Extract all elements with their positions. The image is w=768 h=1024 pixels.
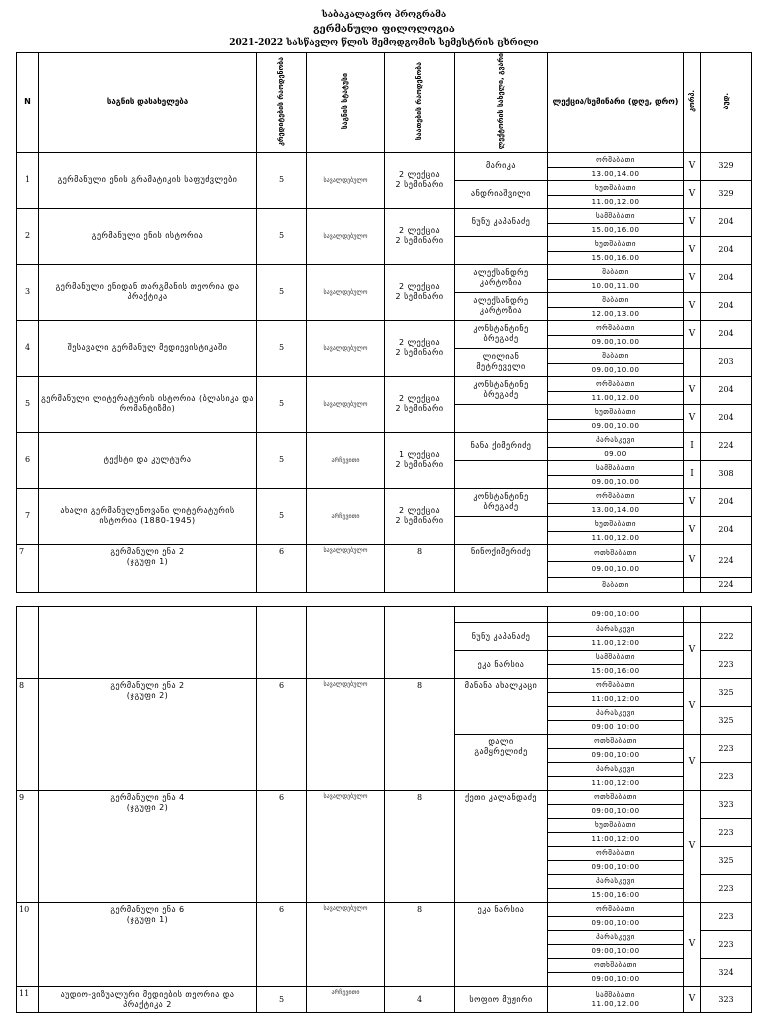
table-cell: 09:00,10:00	[548, 607, 684, 623]
table-cell: ალექსანდრე კარტოზია	[455, 292, 548, 320]
table-cell: 5	[257, 987, 307, 1013]
table-cell: 11:00,12:00	[548, 777, 684, 791]
table-cell: სავალდებულო	[307, 544, 385, 592]
table-cell: სავალდებულო	[307, 264, 385, 320]
table-cell: 6	[257, 903, 307, 987]
table-row	[17, 488, 752, 503]
table-cell	[684, 607, 701, 623]
col-schedule: ლექცია/სემინარი (დღე, დრო)	[548, 53, 684, 153]
table-cell: ეკა ნარსია	[455, 651, 548, 679]
table-cell: შაბათი	[548, 348, 684, 363]
table-cell: ნუნუ კაპანაძე	[455, 208, 548, 236]
table-cell: 11:00,12:00	[548, 693, 684, 707]
table-cell: 8	[385, 791, 455, 903]
table-cell: V	[684, 320, 701, 348]
table-cell: 2 ლექცია 2 სემინარი	[385, 152, 455, 208]
table-cell: 224	[701, 577, 752, 592]
table-cell: V	[684, 152, 701, 180]
table-cell: 223	[701, 931, 752, 959]
table-cell: 11:00,12:00	[548, 833, 684, 847]
table-cell: ორშაბათი	[548, 320, 684, 335]
table-cell: 09:00,10:00	[548, 973, 684, 987]
table-cell: პარასკევი	[548, 875, 684, 889]
table-cell: ოთხშაბათი	[548, 544, 684, 561]
table-row	[17, 903, 752, 917]
table-cell: 224	[701, 544, 752, 577]
table-cell: V	[684, 264, 701, 292]
table-cell: I	[684, 432, 701, 460]
table-cell: სავალდებულო	[307, 903, 385, 987]
table-row	[17, 208, 752, 223]
table-cell: კონსტანტინე ბრეგაძე	[455, 376, 548, 404]
table-cell: 15.00,16.00	[548, 223, 684, 236]
table-cell: V	[684, 376, 701, 404]
table-cell: გერმანული ენის გრამატიკის საფუძვლები	[39, 152, 257, 208]
table-cell: 4	[17, 320, 39, 376]
table-cell: 2 ლექცია 2 სემინარი	[385, 320, 455, 376]
table-cell: 4	[385, 987, 455, 1013]
table-cell: V	[684, 544, 701, 577]
col-korp	[684, 53, 701, 153]
table-cell: 203	[701, 348, 752, 376]
table-cell	[455, 236, 548, 264]
table-cell: 223	[701, 819, 752, 847]
table-cell: 325	[701, 679, 752, 707]
table-cell	[684, 348, 701, 376]
table-cell: პარასკევი	[548, 432, 684, 447]
table-cell: შაბათი	[548, 264, 684, 279]
table-cell: 13.00,14.00	[548, 167, 684, 180]
table-cell: 5	[257, 432, 307, 488]
table-cell: ნინოქიმერიძე	[455, 544, 548, 592]
table-cell: 204	[701, 516, 752, 544]
table-cell: V	[684, 679, 701, 735]
table-cell: სავალდებულო	[307, 791, 385, 903]
table-cell: 325	[701, 847, 752, 875]
table-cell: ლექტორის სახელი, გვარი	[496, 53, 505, 150]
table-cell: 5	[257, 488, 307, 544]
table-cell: სოფიო მუჟირი	[455, 987, 548, 1013]
table-cell: ქეთი კალანდაძე	[455, 791, 548, 903]
table-cell: 204	[701, 488, 752, 516]
table-cell: V	[684, 292, 701, 320]
table-cell: 6	[257, 679, 307, 791]
table-cell	[307, 607, 385, 679]
table-cell: პარასკევი	[548, 623, 684, 637]
table-row	[17, 152, 752, 167]
table-cell	[39, 607, 257, 679]
table-cell: V	[684, 208, 701, 236]
table-cell: კორპ.	[687, 90, 696, 113]
table-cell: 2 ლექცია 2 სემინარი	[385, 488, 455, 544]
table-cell: ორშაბათი	[548, 903, 684, 917]
table-cell: 6	[17, 432, 39, 488]
col-lecturer	[455, 53, 548, 153]
table-cell: საათების რაოდენობა	[415, 61, 424, 141]
table-cell: V	[684, 516, 701, 544]
program-type: საბაკალავრო პროგრამა	[321, 10, 447, 20]
table-cell: ორშაბათი	[548, 152, 684, 167]
table-cell: კონსტანტინე ბრეგაძე	[455, 320, 548, 348]
table-cell: ტექსტი და კულტურა	[39, 432, 257, 488]
table-cell: გერმანული ენა 6 (ჯგუფი 1)	[39, 903, 257, 987]
table-cell: 09.00,10.00	[548, 363, 684, 376]
table-cell: ხუთშაბათი	[548, 236, 684, 251]
table-cell: 13.00,14.00	[548, 503, 684, 516]
table-cell: მანანა ახალკაცი	[455, 679, 548, 735]
table-cell: 323	[701, 987, 752, 1013]
col-status	[307, 53, 385, 153]
table-cell: გერმანული ენა 2 (ჯგუფი 2)	[39, 679, 257, 791]
table-cell: 8	[17, 679, 39, 791]
table-cell: სამშაბათი	[548, 460, 684, 475]
table-cell: გერმანული ენა 2 (ჯგუფი 1)	[39, 544, 257, 592]
table-cell: 09:00,10:00	[548, 749, 684, 763]
table-cell: კრედიტების რაოდენობა	[277, 56, 286, 146]
table-cell: 5	[257, 208, 307, 264]
table-cell: V	[684, 791, 701, 903]
table-cell: 15:00,16:00	[548, 889, 684, 903]
table-row	[17, 432, 752, 447]
table-cell: არჩევითი	[307, 432, 385, 488]
table-cell	[17, 607, 39, 679]
table-cell: ხუთშაბათი	[548, 516, 684, 531]
table-cell: არჩევითი	[307, 987, 385, 1013]
table-cell: 2 ლექცია 2 სემინარი	[385, 208, 455, 264]
table-cell: 324	[701, 959, 752, 987]
table-cell: სამშაბათი	[548, 651, 684, 665]
table-cell: გერმანული ენიდან თარგმანის თეორია და პრაქტიკა	[39, 264, 257, 320]
table-cell: 223	[701, 735, 752, 763]
table-cell: 223	[701, 763, 752, 791]
table-cell: 8	[385, 544, 455, 592]
table-cell: 11.00,12.00	[548, 531, 684, 544]
table-cell: 11.00,12.00	[548, 391, 684, 404]
col-n: N	[17, 53, 39, 153]
table-cell: 329	[701, 152, 752, 180]
table-cell: 2 ლექცია 2 სემინარი	[385, 376, 455, 432]
table-cell: 8	[385, 679, 455, 791]
table-cell: V	[684, 903, 701, 987]
table-cell: გერმანული ენის ისტორია	[39, 208, 257, 264]
table-cell: 1	[17, 152, 39, 208]
schedule-table-page2	[16, 606, 752, 1013]
table-cell: ნუნუ კაპანაძე	[455, 623, 548, 651]
table-cell: 329	[701, 180, 752, 208]
table-cell: 09.00	[548, 447, 684, 460]
table-cell: 224	[701, 432, 752, 460]
table-cell: შესავალი გერმანულ მედიევისტიკაში	[39, 320, 257, 376]
table-cell: აუდიო-ვიზუალური მედიების თეორია და პრაქტიკა 2	[39, 987, 257, 1013]
table-cell: 5	[17, 376, 39, 432]
table-cell: სავალდებულო	[307, 679, 385, 791]
table-cell: V	[684, 404, 701, 432]
table-cell: 09:00,10:00	[548, 917, 684, 931]
table-cell: არჩევითი	[307, 488, 385, 544]
table-cell: 2	[17, 208, 39, 264]
table-cell: 09.00,10.00	[548, 475, 684, 488]
table-cell: 204	[701, 320, 752, 348]
table-cell	[455, 516, 548, 544]
table-cell	[455, 607, 548, 623]
table-cell: საგნის სტატუსი	[341, 72, 350, 130]
table-cell: ახალი გერმანულენოვანი ლიტერატურის ისტორია (1880-1945)	[39, 488, 257, 544]
table-cell: V	[684, 236, 701, 264]
schedule-table-page1	[16, 52, 752, 593]
table-cell: ორშაბათი	[548, 376, 684, 391]
table-cell: 09.00,10.00	[548, 335, 684, 348]
table-cell: 11.00,12.00	[548, 195, 684, 208]
table-row	[17, 791, 752, 805]
table-cell: პარასკევი	[548, 931, 684, 945]
table-cell: 204	[701, 376, 752, 404]
table-cell: ეკა ნარსია	[455, 903, 548, 987]
table-cell: სავალდებულო	[307, 376, 385, 432]
table-cell: V	[684, 623, 701, 679]
table-cell: პარასკევი	[548, 707, 684, 721]
table-cell: 6	[257, 791, 307, 903]
table-cell: 222	[701, 623, 752, 651]
table-cell: 223	[701, 651, 752, 679]
table-cell: ხუთშაბათი	[548, 819, 684, 833]
table-cell: სავალდებულო	[307, 320, 385, 376]
table-row	[17, 544, 752, 561]
table-cell: 223	[701, 875, 752, 903]
table-cell: I	[684, 460, 701, 488]
table-row	[17, 679, 752, 693]
schedule-title: 2021-2022 სასწავლო წლის შემოდგომის სემესტრის ცხრილი	[229, 38, 539, 48]
table-cell: 15.00,16.00	[548, 251, 684, 264]
table-cell: 09.00,10.00	[548, 561, 684, 577]
table-cell: V	[684, 488, 701, 516]
table-cell: ალექსანდრე კარტოზია	[455, 264, 548, 292]
table-cell: 09:00,10:00	[548, 861, 684, 875]
table-cell: სამშაბათი	[548, 208, 684, 223]
table-cell: ორშაბათი	[548, 679, 684, 693]
table-cell: 3	[17, 264, 39, 320]
table-cell: მარიკა	[455, 152, 548, 180]
col-room	[701, 53, 752, 153]
table-cell	[701, 607, 752, 623]
table-cell: დალი გამყრელიძე	[455, 735, 548, 791]
table-cell: ორშაბათი	[548, 488, 684, 503]
table-cell: 223	[701, 903, 752, 931]
table-cell: შაბათი	[548, 292, 684, 307]
table-cell: 7	[17, 544, 39, 592]
table-cell: 10	[17, 903, 39, 987]
table-cell: 15:00,16:00	[548, 665, 684, 679]
table-cell: ხუთშაბათი	[548, 404, 684, 419]
table-cell: 5	[257, 152, 307, 208]
table-cell: V	[684, 180, 701, 208]
table-cell: გერმანული ლიტერატურის ისტორია (ბლასიკა და რომანტიზმი)	[39, 376, 257, 432]
table-cell: V	[684, 987, 701, 1013]
col-subject: საგნის დასახელება	[39, 53, 257, 153]
table-cell: ნანა ქიმერიძე	[455, 432, 548, 460]
table-cell: 09.00,10.00	[548, 419, 684, 432]
table-cell: 325	[701, 707, 752, 735]
table-row	[17, 320, 752, 335]
table-cell: 09:00 10:00	[548, 721, 684, 735]
table-cell: სამშაბათი 11.00,12.00	[548, 987, 684, 1013]
table-cell	[385, 607, 455, 679]
table-cell: ოთხშაბათი	[548, 735, 684, 749]
table-cell: 7	[17, 488, 39, 544]
table-cell	[455, 460, 548, 488]
table-cell: 09:00,10:00	[548, 805, 684, 819]
table-cell: ანდრიაშვილი	[455, 180, 548, 208]
table-cell: პარასკევი	[548, 763, 684, 777]
table-cell	[684, 577, 701, 592]
table-cell: ოთხშაბათი	[548, 791, 684, 805]
table-row	[17, 987, 752, 1013]
table-row	[17, 607, 752, 623]
table-cell: 204	[701, 208, 752, 236]
table-cell	[257, 607, 307, 679]
table-cell: ოთხშაბათი	[548, 959, 684, 973]
table-cell: სავალდებულო	[307, 152, 385, 208]
table-cell: ლილიან მეტრეველი	[455, 348, 548, 376]
table-cell: 12.00,13.00	[548, 307, 684, 320]
table-cell: 5	[257, 320, 307, 376]
table-cell: 9	[17, 791, 39, 903]
table-cell: 8	[385, 903, 455, 987]
table-cell: 204	[701, 236, 752, 264]
table-cell: V	[684, 735, 701, 791]
table-row	[17, 264, 752, 279]
table-cell: 204	[701, 404, 752, 432]
table-cell: ხუთშაბათი	[548, 180, 684, 195]
table-cell: 11	[17, 987, 39, 1013]
table-cell: 6	[257, 544, 307, 592]
col-hours	[385, 53, 455, 153]
col-credits	[257, 53, 307, 153]
table-cell	[455, 404, 548, 432]
table-cell: კონსტანტინე ბრეგაძე	[455, 488, 548, 516]
table-cell: 323	[701, 791, 752, 819]
table-cell: 1 ლექცია 2 სემინარი	[385, 432, 455, 488]
table-row	[17, 376, 752, 391]
table-cell: 5	[257, 376, 307, 432]
table-cell: სავალდებულო	[307, 208, 385, 264]
table-cell: 11.00,12:00	[548, 637, 684, 651]
table-cell: 10.00,11.00	[548, 279, 684, 292]
table-cell: 204	[701, 292, 752, 320]
table-header-row	[17, 53, 752, 153]
table-cell: 09:00,10:00	[548, 945, 684, 959]
table-cell: 5	[257, 264, 307, 320]
table-cell: შაბათი	[548, 577, 684, 592]
table-cell: 308	[701, 460, 752, 488]
table-cell: გერმანული ენა 4 (ჯგუფი 2)	[39, 791, 257, 903]
table-cell: ორშაბათი	[548, 847, 684, 861]
table-cell: 204	[701, 264, 752, 292]
program-name: გერმანული ფილოლოგია	[313, 24, 455, 35]
table-cell: აუდ.	[721, 92, 730, 110]
table-cell: 2 ლექცია 2 სემინარი	[385, 264, 455, 320]
